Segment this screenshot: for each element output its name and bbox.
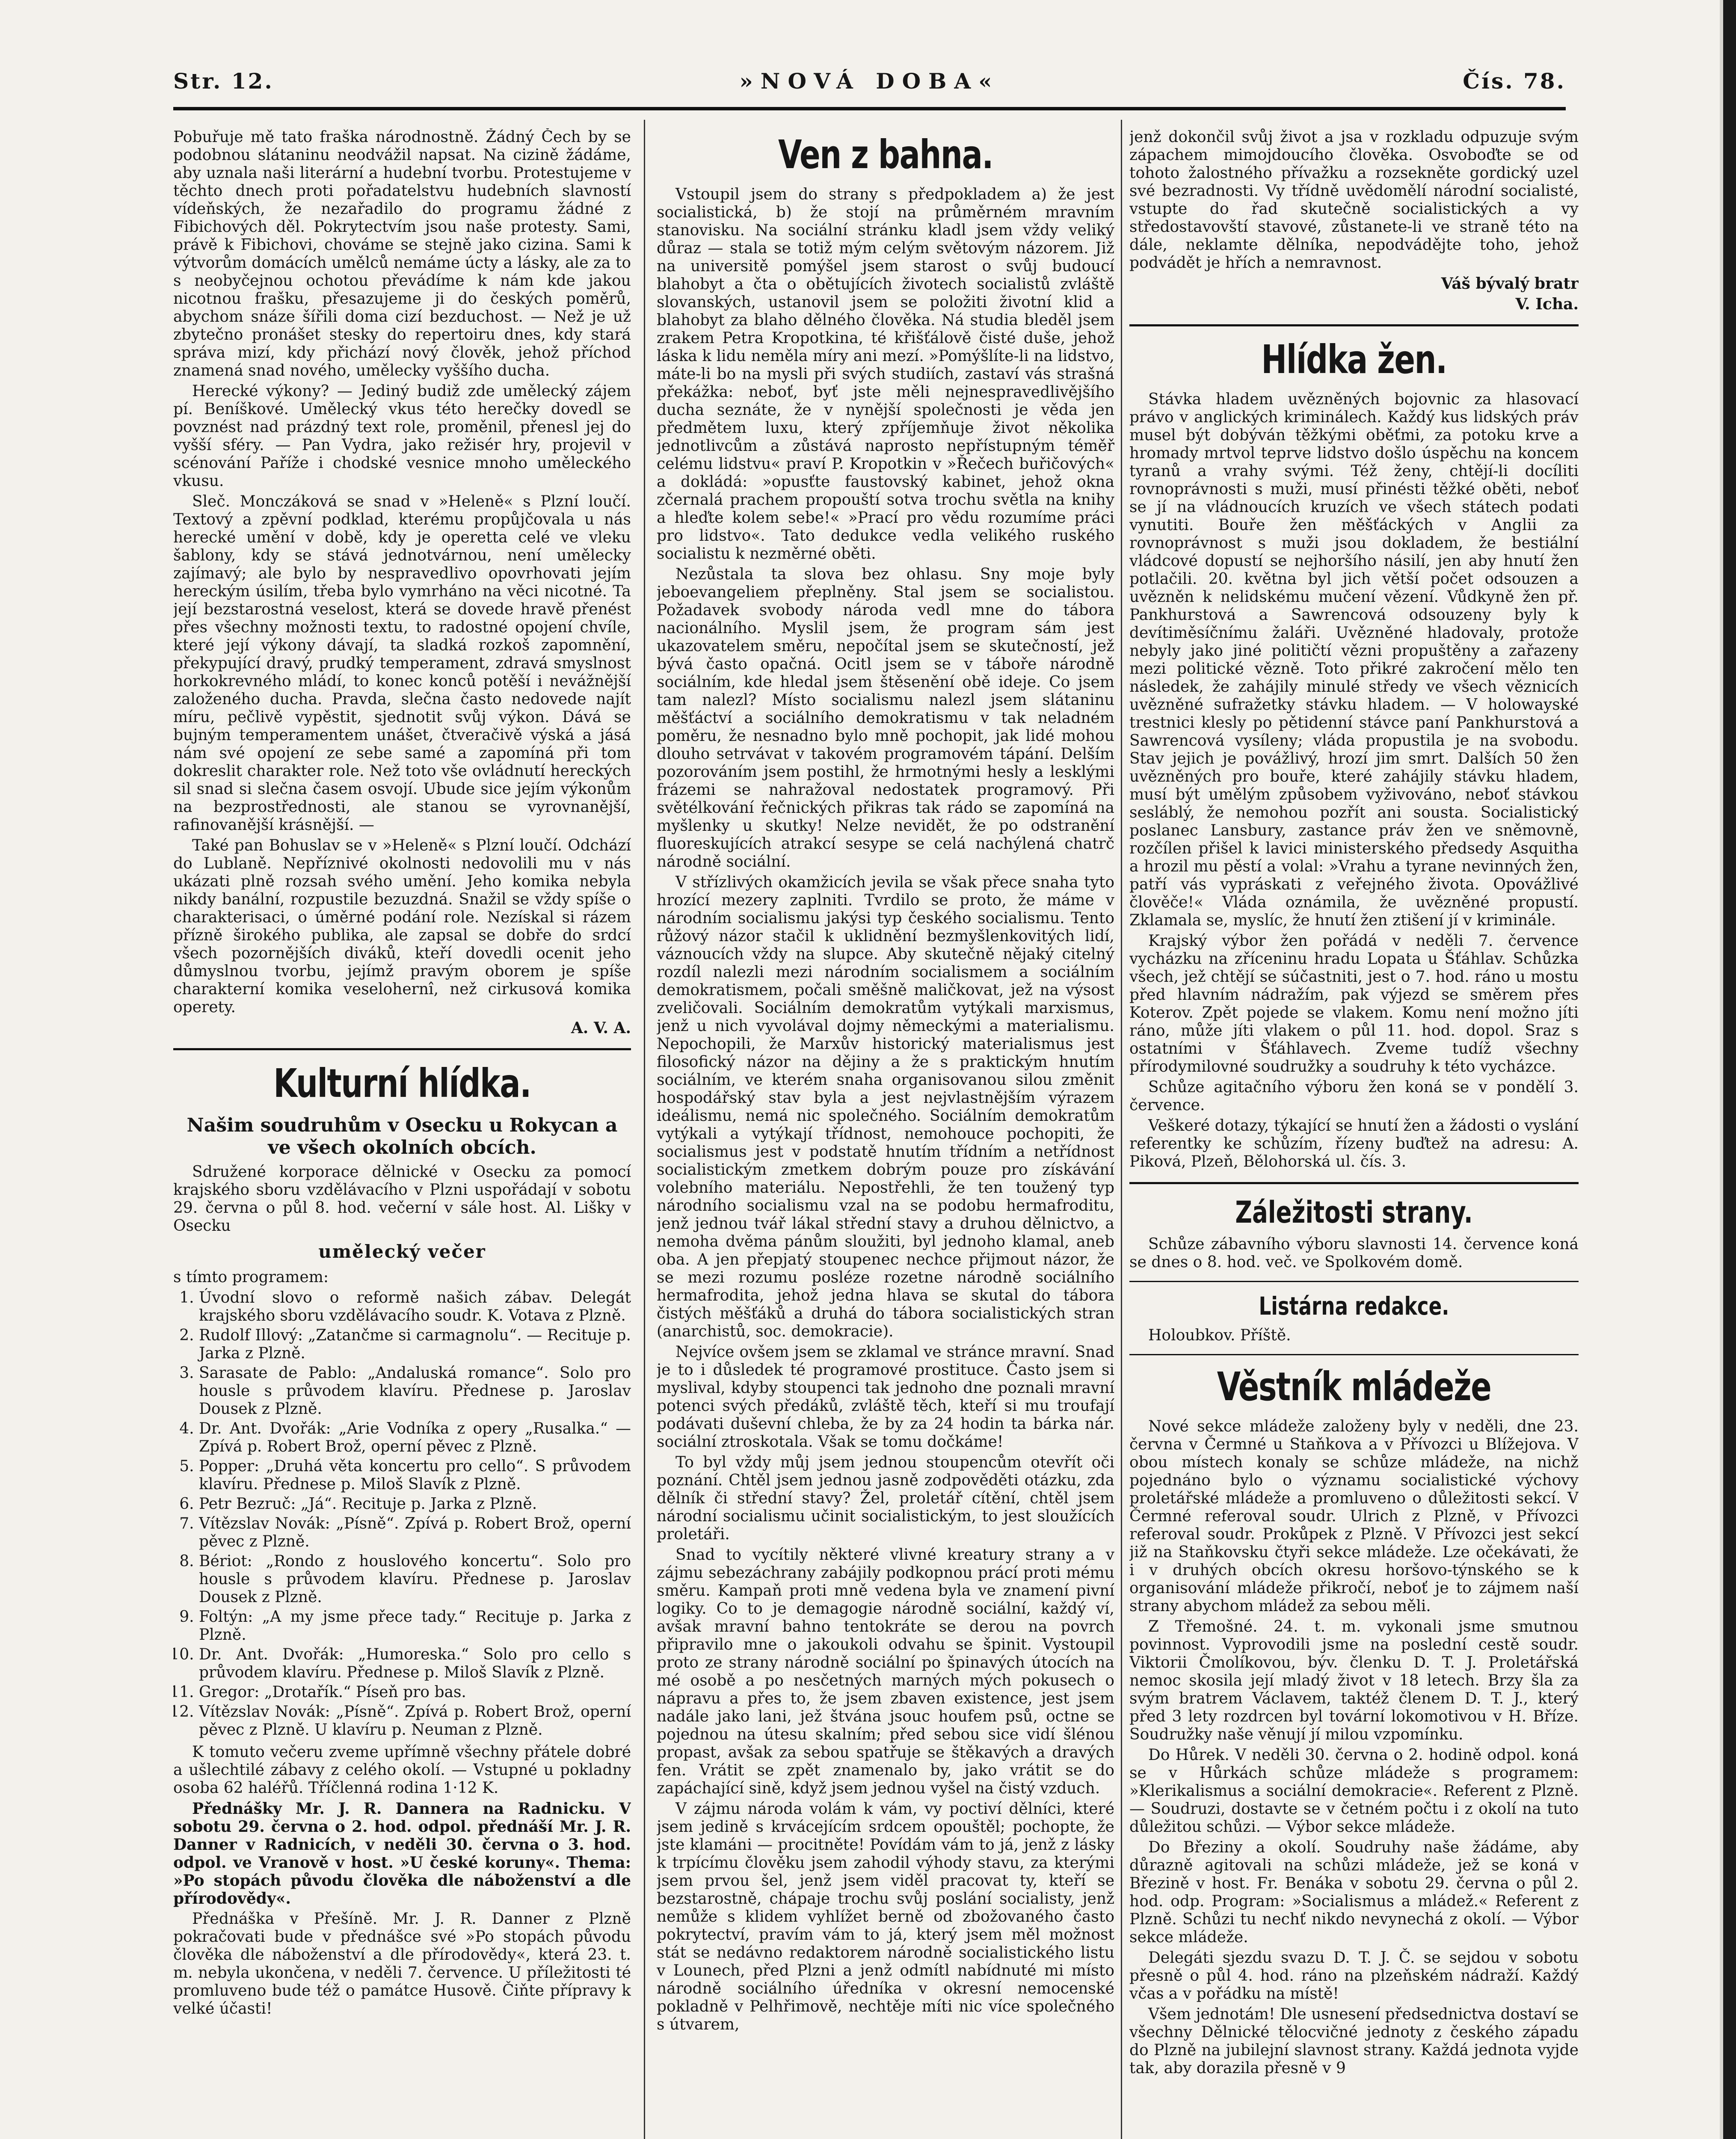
column-1 xyxy=(173,128,631,2139)
program-item: 8. Bériot: „Rondo z houslového koncertu“. Solo pro housle s průvodem klavíru. Přednese p. Jaroslav Dousek z Plzně. xyxy=(199,1552,631,1606)
scan-border xyxy=(1723,0,1736,2139)
article-subheading: Našim soudruhům v Osecku u Rokycan a ve všech okolních obcích. xyxy=(187,1114,618,1158)
article-paragraph: Pobuřuje mě tato fraška národnostně. Žádný Čech by se podobnou slátaninu neodvážil napsat. Na cizině žádáme, aby uznala naši literární a hudební tvorbu. Protestujeme v těchto dnech proti pořadatelstvu hudebních slavností vídeňských, že nezařadilo do programu žádné z Fibichových děl. Pokrytectvím jsou naše protesty. Sami, právě k Fibichovi, chováme se stejně jako cizina. Sami k výtvorům domácích umělců nemáme úcty a lásky, ale za to s neobyčejnou ochotou převádíme k nám kde jakou nicotnou frašku, přesazujeme ji do českých poměrů, abychom snáze šířili doma cizí bezduchost. — Než je už zbytečno pronášet stesky do repertoiru dnes, kdy stará správa mizí, kdy přichází nový člověk, jehož příchod znamená snad nového, umělecky vyššího ducha. xyxy=(173,128,631,379)
program-item: 12. Vítězslav Novák: „Písně“. Zpívá p. Robert Brož, operní pěvec z Plzně. U klavíru p. Neuman z Plzně. xyxy=(199,1703,631,1739)
article-paragraph: Nové sekce mládeže založeny byly v neděli, dne 23. června v Čermné u Staňkova a v Přívozci u Blížejova. V obou místech konaly se schůze mládeže, na nichž pojednáno bylo o významu socialistické výchovy proletářské mládeže a promluveno o důležitosti sekcí. V Čermné referoval soudr. Ulrich z Plzně, v Přívozci referoval soudr. Prokůpek z Plzně. V Přívozci jest sekcí již na Staňkovsku čtyři sekce mládeže. Lze očekávati, že i v druhých obcích okresu horšovo-týnského se k organisování mládeže přikročí, neboť je to zájmem naší strany abychom mládež za sebou měli. xyxy=(1129,1418,1579,1615)
article-paragraph: K tomuto večeru zveme upřímně všechny přátele dobré a ušlechtilé zábavy z celého okolí. — Vstupné u pokladny osoba 62 haléřů. Tříčlenná rodina 1·12 K. xyxy=(173,1743,631,1797)
issue-number: Čís. 78. xyxy=(1463,68,1566,94)
section-rule xyxy=(1129,324,1579,326)
program-item: 9. Foltýn: „A my jsme přece tady.“ Recituje p. Jarka z Plzně. xyxy=(199,1608,631,1644)
section-title-zalezitosti: Záležitosti strany. xyxy=(1235,1195,1473,1230)
article-paragraph: Přednášky Mr. J. R. Dannera na Radnicku. V sobotu 29. června o 2. hod. odpol. přednáší Mr. J. R. Danner v Radnicích, v neděli 30. června o 3. hod. odpol. ve Vranově v host. »U české koruny«. Thema: »Po stopách původu člověka dle náboženství a dle přírodovědy«. xyxy=(173,1800,631,1908)
column-2 xyxy=(657,128,1114,2139)
section-rule xyxy=(1129,1281,1579,1282)
program-list xyxy=(173,1289,631,1739)
article-paragraph: Sleč. Monczáková se snad v »Heleně« s Plzní loučí. Textový a zpěvní podklad, kterému propůjčovala u nás herecké umění v době, kdy je operetta celé ve vleku šablony, kdy se stává jednotvárnou, není umělecky zajímavý; ale bylo by nespravedlivo opovrhovati jejím hereckým úsilím, třeba bylo vymrháno na věci nicotné. Ta její bezstarostná veselost, která se dovede hravě přenést přes všechny možnosti textu, to radostné opojení chvíle, které její výkony dávají, ta sladká rozkoš zapomnění, překypující dravý, prudký temperament, zdravá smyslnost horkokrevného mládí, to konec konců potěší i nevážnější založeného ducha. Pravda, slečna často nedovede najít míru, pečlivě vypěstit, sjednotit svůj výkon. Dává se bujným temperamentem unášet, čtveračivě výská a jásá nám své opojení ze sebe samé a zapomíná při tom dokreslit charakter role. Než toto vše ovládnutí hereckých sil snad si slečna časem osvojí. Ubude sice jejím výkonům na bezprostřednosti, ale stanou se vyrovnanější, rafinovanější krásnější. — xyxy=(173,493,631,834)
section-title-listarna: Listárna redakce. xyxy=(1259,1292,1449,1321)
article-paragraph: Také pan Bohuslav se v »Heleně« s Plzní loučí. Odchází do Lublaně. Nepříznivé okolnosti nedovolili mu v nás ukázati plně rozsah svého umění. Jeho komika nebyla nikdy banální, rozpustile bezuzdná. Snažil se vždy spíše o charakterisaci, o úměrné podání role. Nezískal si rázem přízně širokého publika, ale zapsal se dobře do srdcí všech pozornějších diváků, kteří dovedli ocenit jeho důmyslnou tvorbu, jejímž pravým oborem je spíše charakterní komika veselohernî, než cirkusová komika operety. xyxy=(173,837,631,1016)
section-title-kulturni: Kulturní hlídka. xyxy=(273,1061,531,1106)
section-title-hlidka-zen: Hlídka žen. xyxy=(1261,337,1447,382)
article-signature: V. Icha. xyxy=(1515,295,1579,313)
section-rule xyxy=(173,1048,631,1050)
program-item: 5. Popper: „Druhá věta koncertu pro cello“. S průvodem klavíru. Přednese p. Miloš Slavík z Plzně. xyxy=(199,1458,631,1493)
article-paragraph: Sdružené korporace dělnické v Osecku za pomocí krajského sboru vzdělávacího v Plzni uspořádají v sobotu 29. června o půl 8. hod. večerní v sále host. Al. Lišky v Osecku xyxy=(173,1163,631,1235)
article-paragraph: s tímto programem: xyxy=(173,1268,329,1286)
article-paragraph: Nejvíce ovšem jsem se zklamal ve stránce mravní. Snad je to i důsledek té programové prostituce. Často jsem si myslival, kdyby stoupenci tak jednoho dne poznali mravní potenci svých předáků, zvláště těch, kteří si mu troufají podávati duševní chleba, že by za 24 hodin ta bárka nár. sociální ztroskotala. Však se tomu dočkáme! xyxy=(657,1343,1114,1451)
program-item: 1. Úvodní slovo o reformě našich zábav. Delegát krajského sboru vzdělávacího soudr. K. Votava z Plzně. xyxy=(199,1289,631,1325)
program-item: 11. Gregor: „Drotařík.“ Píseň pro bas. xyxy=(199,1683,631,1701)
article-paragraph: Do Hůrek. V neděli 30. června o 2. hodině odpol. koná se v Hůrkách schůze mládeže s programem: »Klerikalismus a sociální demokracie«. Referent z Plzně. — Soudruzi, dostavte se v četném počtu i z okolí na tuto důležitou schůzi. — Výbor sekce mládeže. xyxy=(1129,1746,1579,1836)
article-signature: Váš bývalý bratr xyxy=(1441,275,1579,293)
program-item: 4. Dr. Ant. Dvořák: „Arie Vodníka z opery „Rusalka.“ — Zpívá p. Robert Brož, operní pěvec z Plzně. xyxy=(199,1420,631,1456)
program-item: 10. Dr. Ant. Dvořák: „Humoreska.“ Solo pro cello s průvodem klavíru. Přednese p. Miloš Slavík z Plzně. xyxy=(199,1646,631,1682)
article-paragraph: Holoubkov. Příště. xyxy=(1148,1327,1291,1344)
article-paragraph: Schůze agitačního výboru žen koná se v pondělí 3. července. xyxy=(1129,1078,1579,1114)
article-paragraph: Krajský výbor žen pořádá v neděli 7. července vycházku na zříceninu hradu Lopata u Šťáhlav. Schůzka všech, jež chtějí se súčastniti, jest o 7. hod. ráno u mostu před hlavním nádražím, pak výjezd se směrem přes Koterov. Zpět pojede se vlakem. Komu není možno jíti ráno, může jíti vlakem o půl 11. hod. dopol. Sraz s ostatními v Šťáhlavech. Zveme tudíž všechny přírodymilovné soudružky a soudruhy k této vycházce. xyxy=(1129,932,1579,1075)
article-paragraph: Do Březiny a okolí. Soudruhy naše žádáme, aby důrazně agitovali na schůzi mládeže, jež se koná v Březině v host. Fr. Benáka v sobotu 29. června o půl 2. hod. odp. Program: »Socialismus a mládež.« Referent z Plzně. Schůzi tu nechť nikdo nevynechá z okolí. — Výbor sekce mládeže. xyxy=(1129,1839,1579,1946)
article-paragraph: Stávka hladem uvězněných bojovnic za hlasovací právo v anglických kriminálech. Každý kus lidských práv musel být dobýván těžkými oběťmi, za potoku krve a hromady mrtvol teprve lidstvo došlo úspěchu na koncem tyranů a vrahy svými. Též ženy, chtějí-li docíliti rovnoprávnosti s muži, musí přinésti těžké oběti, neboť se jí na vládnoucích kruzích ve všech státech podati vynutiti. Bouře žen měšťáckých v Anglii za rovnoprávnost s muži jsou dokladem, že bestiální vládcové dopustí se nejhoršího násilí, jen aby hnutí žen potlačili. 20. května byl jich větší počet odsouzen a uvězněn k nelidskému mučení vězení. Vůdkyně žen př. Pankhurstová a Sawrencová odsouzeny byly k devítiměsíčnímu žaláři. Uvězněné hladovaly, protože nebyly jako jiné političtí vězni propuštěny a zařazeny mezi politické vězně. Toto přikré zakročení mělo ten následek, že zahájily minulé středy ve všech věznicích uvězněné sufražetky stávku hladem. — V holowayské trestnici klesly po pětidenní stávce paní Pankhurstová a Sawrencová vysíleny; vláda propustila je na svobodu. Stav jejich je povážlivý, hrozí jim smrt. Dalších 50 žen uvězněných pro bouře, které zahájily stávku hladem, musí být umělým způsobem vyživováno, neboť stávkou sesláblý, že nemohou pozřít ani sousta. Socialistický poslanec Lansbury, zastance práv žen ve sněmovně, rozčílen přišel k lavici ministerského předsedy Asquitha a hrozil mu pěstí a volal: »Vrahu a tyrane nevinných žen, patří vás vypráskati z veřejného života. Opovážlivé člověče!« Vláda oznámila, že uvězněné propustí. Zklamala se, myslíc, že hnutí žen ztišení jí v kriminále. xyxy=(1129,391,1579,929)
article-paragraph: To byl vždy můj jsem jednou stoupencům otevřít oči poznání. Chtěl jsem jednou jasně zodpověděti otázku, zda dělník či střední stavy? Žel, proletář cítění, chtěl jsem národní socialismu učinit socialistickým, to jest sloužících proletáři. xyxy=(657,1454,1114,1543)
section-rule xyxy=(1129,1354,1579,1355)
article-paragraph: Přednáška v Přešíně. Mr. J. R. Danner z Plzně pokračovati bude v přednášce své »Po stopách původu člověka dle náboženství a dle přírodovědy«, která 23. t. m. nebyla ukončena, v neděli 7. července. U příležitosti té promluveno bude též o památce Husově. Čiňte přípravy k velké účasti! xyxy=(173,1910,631,2018)
newspaper-title: »NOVÁ DOBA« xyxy=(739,68,1000,94)
page-header xyxy=(173,68,1566,103)
article-paragraph: Nezůstala ta slova bez ohlasu. Sny moje byly jeboevangeliem přeplněny. Stal jsem se socialistou. Požadavek svobody národa vedl mne do tábora nacionálního. Myslil jsem, že program sám jest ukazovatelem směru, nepočítal jsem se skutečností, jež bývá často opačná. Ocitl jsem se v táboře národně sociálním, kde hledal jsem štěsenění obě ideje. Co jsem tam nalezl? Místo socialismu nalezl jsem slátaninu měšťáctví a sociálního demokratismu v tak neladném poměru, že nesnadno bylo mně pochopit, jak lidé mohou dlouho setrvávat v takovém programovém tápání. Delším pozorováním jsem postihl, že hrmotnými hesly a lesklými frázemi se nahražoval nedostatek programový. Při světélkování řečnických přikras tak rádo se zapomíná na myšlenky u skutky! Nelze nevidět, že po odstranění fluoreskujících atrakcí sesype se celá nachýlená chatrč národně sociální. xyxy=(657,566,1114,871)
event-heading: umělecký večer xyxy=(318,1241,486,1262)
column-3 xyxy=(1129,128,1579,2139)
article-paragraph: Delegáti sjezdu svazu D. T. J. Č. se sejdou v sobotu přesně o půl 4. hod. ráno na plzeňském nádraží. Každý včas a v pořádku na místě! xyxy=(1129,1949,1579,2003)
article-paragraph: jenž dokončil svůj život a jsa v rozkladu odpuzuje svým zápachem mimojdoucího člověka. Osvoboďte se od tohoto žalostného přívažku a rozsekněte gordický uzel své bezradnosti. Vy třídně uvědomělí národní socialisté, vstupte do řad skutečně socialistických a vy středostavovští stavové, zůstanete-li ve straně této na dále, neklamte dělníka, nepodvádějte toho, jehož podvádět je hřích a nemravnost. xyxy=(1129,128,1579,272)
page-number: Str. 12. xyxy=(173,68,274,94)
section-rule xyxy=(1129,1182,1579,1184)
article-paragraph: Snad to vycítily některé vlivné kreatury strany a v zájmu sebezáchrany zabájily podkopnou prácí proti mému směru. Kampaň proti mně vedena byla ve znamení pivní logiky. Co to je demagogie národně sociální, každý ví, avšak mravní bahno tentokráte se derou na povrch připravilo mne o jakoukoli odvahu se špinit. Vystoupil proto ze strany národně sociální po špinavých útocích na mé osobě a po nesčetných marných mých pokusech o nápravu a přes to, že jsem zbaven existence, jest jsem nadále jako lani, jež štvána jsouc houfem psů, octne se pojednou na útesu skalním; před sebou sice vidí šlénou propast, avšak za sebou spatřuje se štěkavých a dravých fen. Vrátit se zpět znamenalo by, jako vrátit se do zapáchající sině, když jsem jednou vyšel na čistý vzduch. xyxy=(657,1546,1114,1797)
article-paragraph: Všem jednotám! Dle usnesení předsednictva dostaví se všechny Dělnické tělocvičné jednoty z českého západu do Plzně na jubilejní slavnost strany. Každá jednota vyjde tak, aby dorazila přesně v 9 xyxy=(1129,2006,1579,2077)
article-paragraph: Schůze zábavního výboru slavnosti 14. července koná se dnes o 8. hod. več. ve Spolkovém domě. xyxy=(1129,1235,1579,1271)
header-rule xyxy=(173,107,1566,110)
article-paragraph: V střízlivých okamžicích jevila se však přece snaha tyto hrozící mezery zaplniti. Tvrdilo se proto, že máme v národním socialismu jakýsi typ českého socialismu. Tento růžový názor stačil k uklidnění bezmyšlenkovitých lidí, váznoucích vždy na slupce. Aby skutečně nějaký citelný rozdíl nalezli mezi národním socialismem a sociálním demokratismem, počali směšně maličkovat, jež na výsost zveličovali. Sociálním demokratům vytýkali marxismus, jenž u nich vyvolával dojmy německými a materialismu. Nepochopili, že Marxův historický materialismus jest filosofický názor na dějiny a že s praktickým hnutím sociálním, ve kterém snaha organisovanou silou změnit hospodářský stav byla a jest nejvlastnějším výrazem ideálismu, nemá nic společného. Sociálním demokratům vytýkali a vytýkají třídnost, nemohouce pochopiti, že socialismus jest v podstatě hnutím třídním a netřídnost socialistickým zmetkem dobrým pouze pro získávání volebního materiálu. Nepostřehli, že ten toužený typ národního socialismu vzal na se podobu hermafroditu, jenž jednou tvář lákal střední stavy a druhou dělnictvo, a nemoha dvěma pánům sloužiti, byl jednoho klamal, aneb oba. A jen přepjatý stoupenec nechce přijmout názor, že se mezi rozumu posléze rozetne národně sociálního hermafrodita, jehož jedna hlava se skutal do tábora čistých měšťáků a druhá do tábora socialistických stran (anarchistů, soc. demokracie). xyxy=(657,874,1114,1340)
column-divider xyxy=(644,120,645,2139)
article-paragraph: Veškeré dotazy, týkající se hnutí žen a žádosti o vyslání referentky ke schůzím, řízeny buďtež na adresu: A. Piková, Plzeň, Bělohorská ul. čís. 3. xyxy=(1129,1117,1579,1170)
article-paragraph: V zájmu národa volám k vám, vy poctiví dělníci, které jsem jedině s krvácejícím srdcem opouštěl; pochopte, že jste klamáni — procitněte! Povídám vám to já, jenž z lásky k trpícímu člověku jsem zahodil výhody stavu, za kterými jsem prvou šel, jenž jsem viděl pracovat ty, kteří se bezstarostně, chápaje trochu svůj poslání socialisty, jenž nemůže s klidem vyhlížet berně od zbožovaného často pokrytectví, pravím vám to já, který jsem měl možnost stát se nedávno redaktorem národně socialistického listu v Lounech, před Plzni a jenž odmítl nabídnuté mi místo národně sociálního úředníka v okresní nemocenské pokladně v Pelhřimově, nechtěje míti nic více společného s útvarem, xyxy=(657,1800,1114,2033)
article-paragraph: Herecké výkony? — Jediný budiž zde umělecký zájem pí. Beníškové. Umělecký vkus této herečky dovedl se povznést nad prázdný text role, proměnil, přenesl jej do vyšší sféry. — Pan Vydra, jako režisér hry, projevil v scénování Paříže i chodské vesnice mnoho uměleckého vkusu. xyxy=(173,382,631,490)
column-divider xyxy=(1121,120,1122,2139)
article-title-ven-z-bahna: Ven z bahna. xyxy=(778,132,993,178)
program-item: 2. Rudolf Illový: „Zatančme si carmagnolu“. — Recituje p. Jarka z Plzně. xyxy=(199,1327,631,1363)
program-item: 3. Sarasate de Pablo: „Andaluská romance“. Solo pro housle s průvodem klavíru. Přednese p. Jaroslav Dousek z Plzně. xyxy=(199,1364,631,1418)
section-title-vestnik: Věstník mládeže xyxy=(1217,1364,1491,1410)
article-paragraph: Z Třemošné. 24. t. m. vykonali jsme smutnou povinnost. Vyprovodili jsme na poslední cestě soudr. Viktorii Čmolíkovou, býv. členku D. T. J. Proletářská nemoc skosila její mladý život v 18 letech. Brzy šla za svým bratrem Václavem, taktéž členem D. T. J., který před 3 lety rozdrcen byl tovární lokomotivou v H. Bříze. Soudružky naše věnují jí milou vzpomínku. xyxy=(1129,1618,1579,1743)
article-paragraph: Vstoupil jsem do strany s předpokladem a) že jest socialistická, b) že stojí na průměrném mravním stanovisku. Na sociální stránku kladl jsem vždy veliký důraz — stala se totiž mým celým světovým názorem. Již na universitě pomýšel jsem starost o svůj budoucí blahobyt a čta o obětujících životech socialistů zvláště slovanských, ustanovil jsem se položiti životní klid a blahobyt za blaho dělného člověka. Ná studia bleděl jsem zrakem Petra Kropotkina, té křišťálově čisté duše, jehož láska k lidu neměla míry ani mezí. »Pomýšlíte-li na lidstvo, máte-li bo na mysli při svých studiích, zastaví vás strašná překážka: neboť, byť jste měli nejnespravedlivějšího ducha seznáte, že v nynější společnosti je věda jen předmětem luxu, který zpříjemňuje život několika jednotlivcům a zůstává naprosto nepřístupným téměř celému lidstvu« praví P. Kropotkin v »Řečech buřičových« a dokládá: »opusťte faustovský kabinet, jehož okna zčernalá prachem propouští sotva trochu světla na knihy a hleďte kolem sebe!« »Prací pro vědu rozumíme práci pro lidstvo«. Tato dedukce vedla velikého ruského socialistu k nezměrné oběti. xyxy=(657,186,1114,563)
program-item: 7. Vítězslav Novák: „Písně“. Zpívá p. Robert Brož, operní pěvec z Plzně. xyxy=(199,1515,631,1551)
program-item: 6. Petr Bezruč: „Já“. Recituje p. Jarka z Plzně. xyxy=(199,1495,631,1513)
article-signature: A. V. A. xyxy=(571,1019,631,1037)
scan-edge xyxy=(1720,0,1723,2139)
